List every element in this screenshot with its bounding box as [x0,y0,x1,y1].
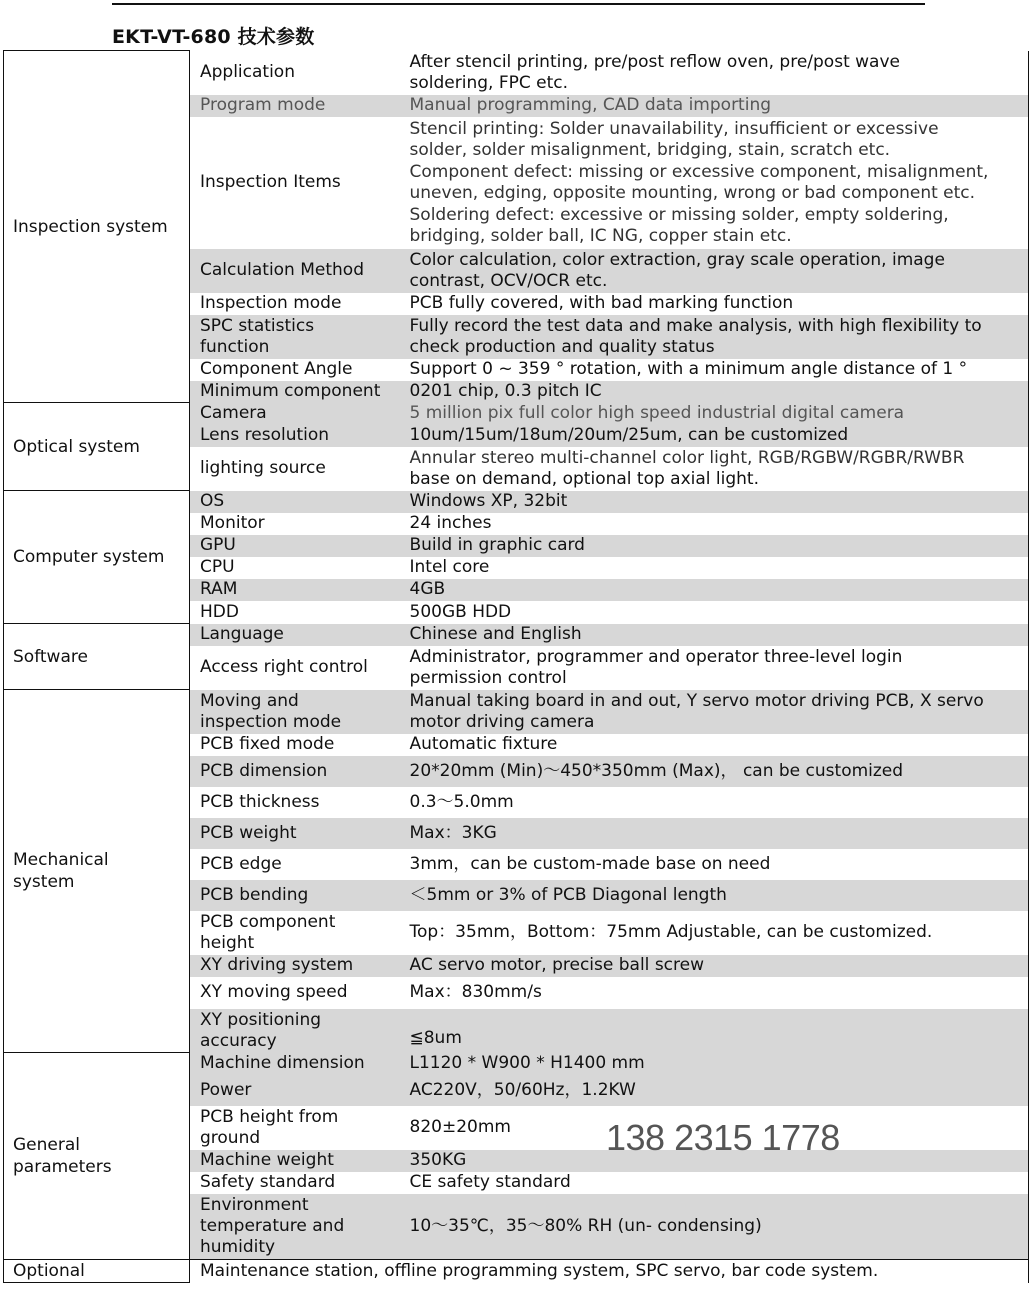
row-label: HDD [190,601,400,624]
row-label: PCB edge [190,849,400,880]
row-value: 0.3～5.0mm [400,787,1029,818]
category-software: Software [4,624,190,690]
row-value: Chinese and English [400,624,1029,646]
row-value: 5 million pix full color high speed industrial digital camera [400,403,1029,425]
row-value: 0201 chip, 0.3 pitch IC [400,381,1029,403]
row-value: Annular stereo multi-channel color light, RGB/RGBW/RGBR/RWBR base on demand, optional top axial light. [400,447,1029,491]
document-title: EKT-VT-680 技术参数 [112,26,315,48]
row-value: 500GB HDD [400,601,1029,624]
top-rule [112,3,925,5]
row-label: PCB dimension [190,756,400,787]
row-label: PCB bending [190,880,400,911]
spec-table [3,50,1029,1283]
row-label: Camera [190,403,400,425]
row-value: Manual programming, CAD data importing [400,95,1029,117]
row-value: Intel core [400,557,1029,579]
optional-value: Maintenance station, offline programming system, SPC servo, bar code system. [190,1260,1029,1283]
row-label: XY moving speed [190,977,400,1009]
row-value: 820±20mm [400,1106,1029,1150]
row-label: Environment temperature and humidity [190,1194,400,1260]
category-optional: Optional [4,1260,190,1283]
row-label: Calculation Method [190,249,400,293]
row-value: Support 0 ~ 359 ° rotation, with a minimum angle distance of 1 ° [400,359,1029,381]
category-inspection-system: Inspection system [4,51,190,403]
row-value: 24 inches [400,513,1029,535]
category-optical-system: Optical system [4,403,190,491]
row-label: GPU [190,535,400,557]
row-label: lighting source [190,447,400,491]
row-value: Manual taking board in and out, Y servo motor driving PCB, X servo motor driving camera [400,690,1029,734]
row-value: Max：830mm/s [400,977,1029,1009]
row-label: Access right control [190,646,400,690]
row-label: Monitor [190,513,400,535]
row-label: Lens resolution [190,425,400,447]
row-value: 350KG [400,1150,1029,1172]
row-value: PCB fully covered, with bad marking function [400,293,1029,315]
phone-number-watermark: 138 2315 1778 [606,1117,840,1158]
row-value: Administrator, programmer and operator three-level login permission control [400,646,1029,690]
category-general-parameters: General parameters [4,1053,190,1260]
row-label: PCB fixed mode [190,734,400,756]
row-label: Machine dimension [190,1053,400,1075]
row-value: Stencil printing: Solder unavailability, insufficient or excessive solder, solder misalignment, bridging, stain, scratch etc. Component defect: missing or excessive component, misalignment, uneven, edging, opposite mounting, wrong or bad component etc. Soldering defect: excessive or missing solder, empty soldering, bridging, solder ball, IC NG, copper stain etc. [400,117,1029,249]
row-value: Max：3KG [400,818,1029,849]
row-label: PCB weight [190,818,400,849]
row-value: AC servo motor, precise ball screw [400,955,1029,977]
row-label: Safety standard [190,1172,400,1194]
row-value: 4GB [400,579,1029,601]
row-label: CPU [190,557,400,579]
row-label: Moving and inspection mode [190,690,400,734]
row-value: Build in graphic card [400,535,1029,557]
category-computer-system: Computer system [4,491,190,624]
row-value: 10um/15um/18um/20um/25um, can be customized [400,425,1029,447]
row-value: Color calculation, color extraction, gray scale operation, image contrast, OCV/OCR etc. [400,249,1029,293]
row-label: Machine weight [190,1150,400,1172]
row-label: Language [190,624,400,646]
row-value: 10～35℃，35～80% RH (un- condensing) [400,1194,1029,1260]
row-value: After stencil printing, pre/post reflow oven, pre/post wave soldering, FPC etc. [400,51,1029,95]
row-label: XY positioning accuracy [190,1009,400,1053]
row-value: 20*20mm (Min)～450*350mm (Max)， can be customized [400,756,1029,787]
row-label: OS [190,491,400,513]
row-value: Windows XP, 32bit [400,491,1029,513]
row-value: 3mm，can be custom-made base on need [400,849,1029,880]
row-value: ＜5mm or 3% of PCB Diagonal length [400,880,1029,911]
row-label: Program mode [190,95,400,117]
row-label: Inspection mode [190,293,400,315]
row-label: PCB component height [190,911,400,955]
row-label: PCB thickness [190,787,400,818]
row-value: CE safety standard [400,1172,1029,1194]
row-value: Fully record the test data and make analysis, with high flexibility to check production and quality status [400,315,1029,359]
row-label: PCB height from ground [190,1106,400,1150]
category-mechanical-system: Mechanical system [4,690,190,1053]
row-value: ≦8um [400,1009,1029,1053]
row-value: Automatic fixture [400,734,1029,756]
row-label: RAM [190,579,400,601]
row-value: Top：35mm，Bottom：75mm Adjustable, can be customized. [400,911,1029,955]
row-value: L1120 * W900 * H1400 mm [400,1053,1029,1075]
row-label: Power [190,1075,400,1106]
row-label: Inspection Items [190,117,400,249]
row-label: Component Angle [190,359,400,381]
row-value: AC220V，50/60Hz，1.2KW [400,1075,1029,1106]
row-label: Application [190,51,400,95]
row-label: Minimum component [190,381,400,403]
row-label: SPC statistics function [190,315,400,359]
row-label: XY driving system [190,955,400,977]
